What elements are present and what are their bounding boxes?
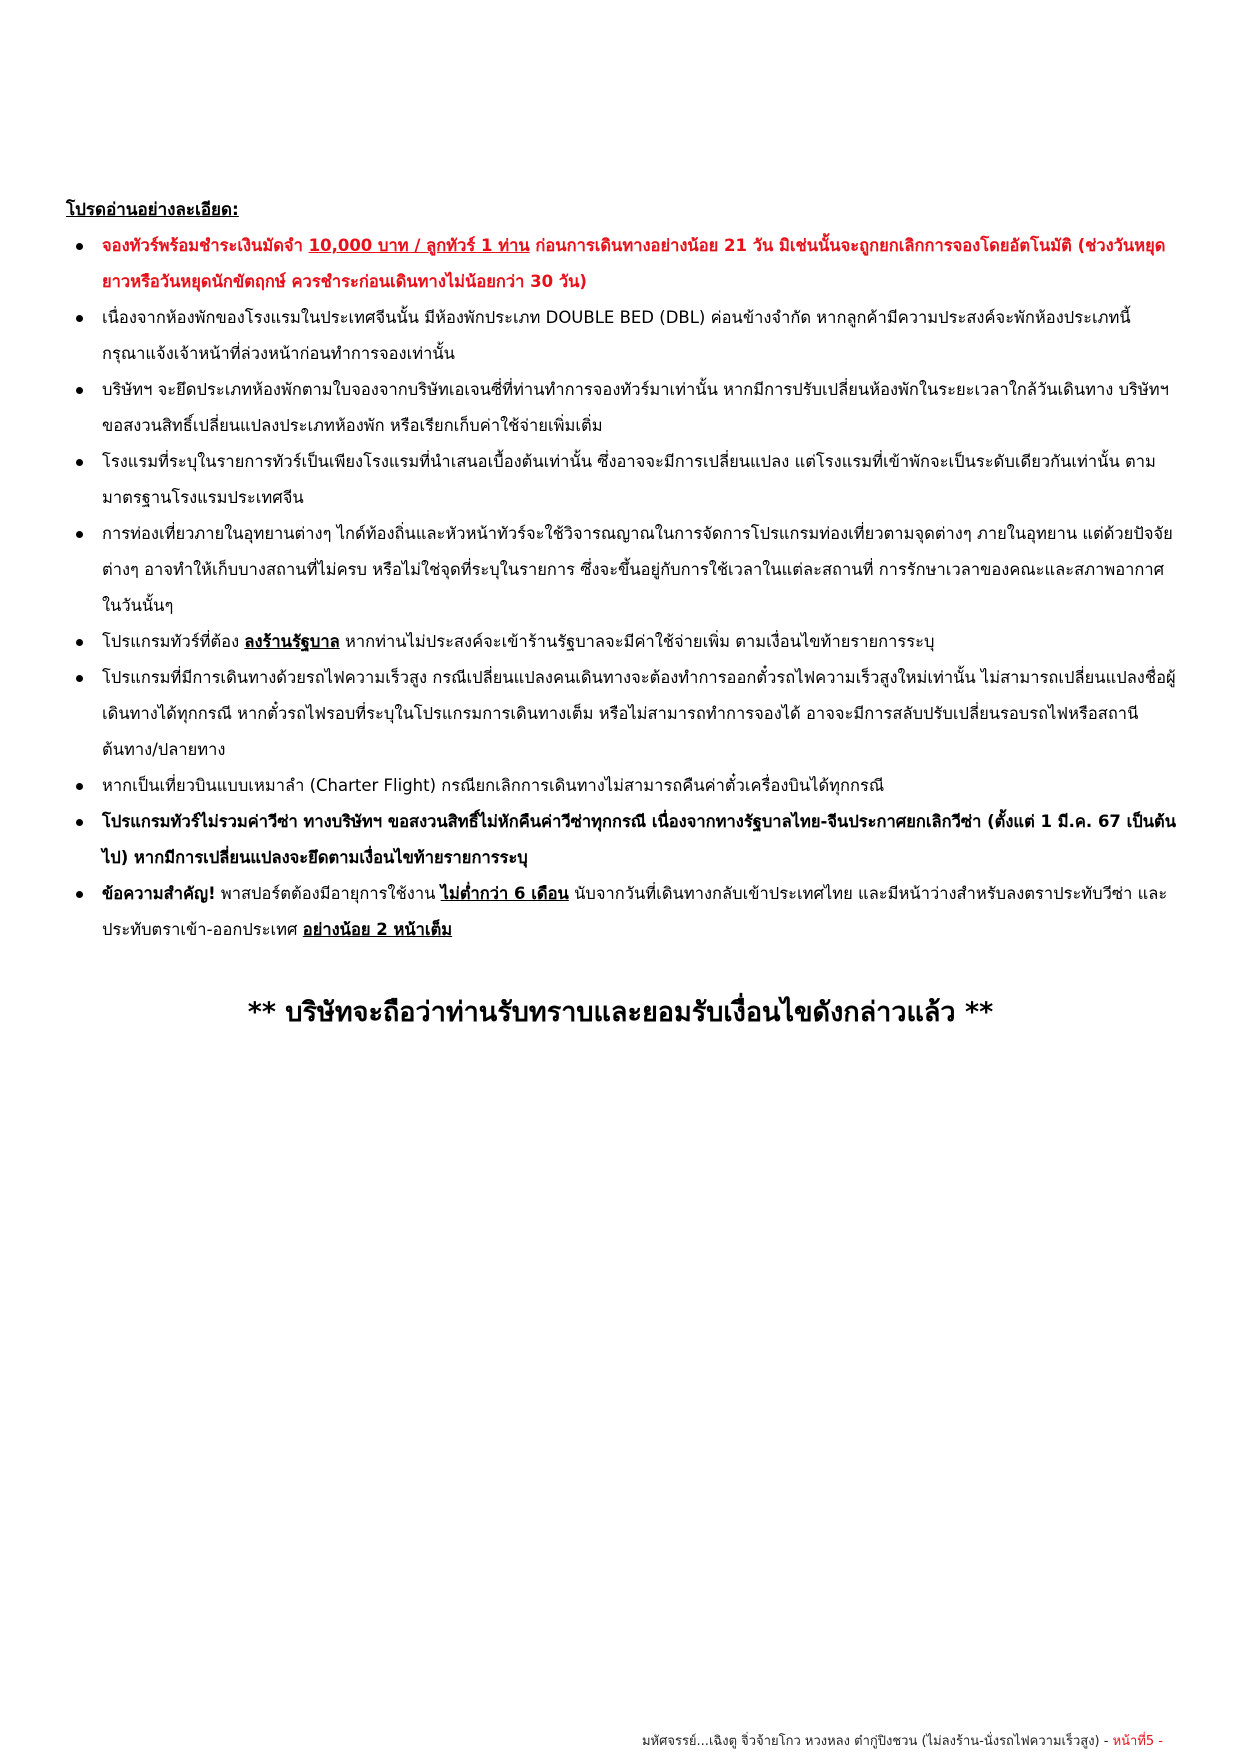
conditions-list xyxy=(66,228,1178,948)
list-item-double-bed: เนื่องจากห้องพักของโรงแรมในประเทศจีนนั้น มีห้องพักประเภท DOUBLE BED (DBL) ค่อนข้างจำกัด หากลูกค้ามีความประสงค์จะพักห้องประเภทนี้ กรุณาแจ้งเจ้าหน้าที่ล่วงหน้าก่อนทำการจองเท่านั้น xyxy=(66,300,1178,372)
list-item-park-tour: การท่องเที่ยวภายในอุทยานต่างๆ ไกด์ท้องถิ่นและหัวหน้าทัวร์จะใช้วิจารณญาณในการจัดการโปรแกรมท่องเที่ยวตามจุดต่างๆ ภายในอุทยาน แต่ด้วยปัจจัยต่างๆ อาจทำให้เก็บบางสถานที่ไม่ครบ หรือไม่ใช่จุดที่ระบุในรายการ ซึ่งจะขึ้นอยู่กับการใช้เวลาในแต่ละสถานที่ การรักษาเวลาของคณะและสภาพอากาศในวันนั้นๆ xyxy=(66,516,1178,624)
bullet-icon xyxy=(76,675,83,682)
bullet-icon xyxy=(76,639,83,646)
bullet-icon xyxy=(76,531,83,538)
passport-pages: อย่างน้อย 2 หน้าเต็ม xyxy=(302,920,453,939)
acceptance-notice: ** บริษัทจะถือว่าท่านรับทราบและยอมรับเงื่อนไขดังกล่าวแล้ว ** xyxy=(247,997,994,1028)
bullet-icon xyxy=(76,387,83,394)
bullet-icon xyxy=(76,819,83,826)
bullet-icon xyxy=(76,315,83,322)
list-item-government-shop: โปรแกรมทัวร์ที่ต้อง ลงร้านรัฐบาล หากท่านไม่ประสงค์จะเข้าร้านรัฐบาลจะมีค่าใช้จ่ายเพิ่ม ตามเงื่อนไขท้ายรายการระบุ xyxy=(66,624,1178,660)
passport-validity: ไม่ต่ำกว่า 6 เดือน xyxy=(440,884,569,903)
important-label: ข้อความสำคัญ! xyxy=(102,884,216,903)
page-footer xyxy=(642,1730,1163,1751)
deposit-amount: 10,000 บาท / ลูกทัวร์ 1 ท่าน xyxy=(308,236,530,255)
footer-title: มหัศจรรย์...เฉิงตู จิ่วจ้ายโกว หวงหลง ต๋ากู่ปิงชวน (ไม่ลงร้าน-นั่งรถไฟความเร็วสูง) - xyxy=(641,1734,1109,1749)
list-item-visa: โปรแกรมทัวร์ไม่รวมค่าวีซ่า ทางบริษัทฯ ขอสงวนสิทธิ์ไม่หักคืนค่าวีซ่าทุกกรณี เนื่องจากทางรัฐบาลไทย-จีนประกาศยกเลิกวีซ่า (ตั้งแต่ 1 มี.ค. 67 เป็นต้นไป) หากมีการเปลี่ยนแปลงจะยึดตามเงื่อนไขท้ายรายการระบุ xyxy=(66,804,1178,876)
list-item-deposit: จองทัวร์พร้อมชำระเงินมัดจำ 10,000 บาท / ลูกทัวร์ 1 ท่าน ก่อนการเดินทางอย่างน้อย 21 วัน มิเช่นนั้นจะถูกยกเลิกการจองโดยอัตโนมัติ (ช่วงวันหยุดยาวหรือวันหยุดนักขัตฤกษ์ ควรชำระก่อนเดินทางไม่น้อยกว่า 30 วัน) xyxy=(66,228,1178,300)
list-item-passport: ข้อความสำคัญ! พาสปอร์ตต้องมีอายุการใช้งาน ไม่ต่ำกว่า 6 เดือน นับจากวันที่เดินทางกลับเข้าประเทศไทย และมีหน้าว่างสำหรับลงตราประทับวีซ่า และประทับตราเข้า-ออกประเทศ อย่างน้อย 2 หน้าเต็ม xyxy=(66,876,1178,948)
page-heading: โปรดอ่านอย่างละเอียด: xyxy=(66,200,239,220)
bullet-icon xyxy=(76,891,83,898)
list-item-hotel: โรงแรมที่ระบุในรายการทัวร์เป็นเพียงโรงแรมที่นำเสนอเบื้องต้นเท่านั้น ซึ่งอาจจะมีการเปลี่ยนแปลง แต่โรงแรมที่เข้าพักจะเป็นระดับเดียวกันเท่านั้น ตามมาตรฐานโรงแรมประเทศจีน xyxy=(66,444,1178,516)
bullet-icon xyxy=(76,459,83,466)
government-shop-label: ลงร้านรัฐบาล xyxy=(244,632,340,651)
page-number: หน้าที่5 - xyxy=(1112,1734,1163,1749)
bullet-icon xyxy=(76,783,83,790)
list-item-charter-flight: หากเป็นเที่ยวบินแบบเหมาลำ (Charter Flight) กรณียกเลิกการเดินทางไม่สามารถคืนค่าตั๋วเครื่องบินได้ทุกกรณี xyxy=(66,768,1178,804)
bullet-icon xyxy=(76,243,83,250)
list-item-train: โปรแกรมที่มีการเดินทางด้วยรถไฟความเร็วสูง กรณีเปลี่ยนแปลงคนเดินทางจะต้องทำการออกตั๋วรถไฟความเร็วสูงใหม่เท่านั้น ไม่สามารถเปลี่ยนแปลงชื่อผู้เดินทางได้ทุกกรณี หากตั๋วรถไฟรอบที่ระบุในโปรแกรมการเดินทางเต็ม หรือไม่สามารถทำการจองได้ อาจจะมีการสลับปรับเปลี่ยนรอบรถไฟหรือสถานีต้นทาง/ปลายทาง xyxy=(66,660,1178,768)
list-item-room-type: บริษัทฯ จะยึดประเภทห้องพักตามใบจองจากบริษัทเอเจนซี่ที่ท่านทำการจองทัวร์มาเท่านั้น หากมีการปรับเปลี่ยนห้องพักในระยะเวลาใกล้วันเดินทาง บริษัทฯ ขอสงวนสิทธิ์เปลี่ยนแปลงประเภทห้องพัก หรือเรียกเก็บค่าใช้จ่ายเพิ่มเติ่ม xyxy=(66,372,1178,444)
